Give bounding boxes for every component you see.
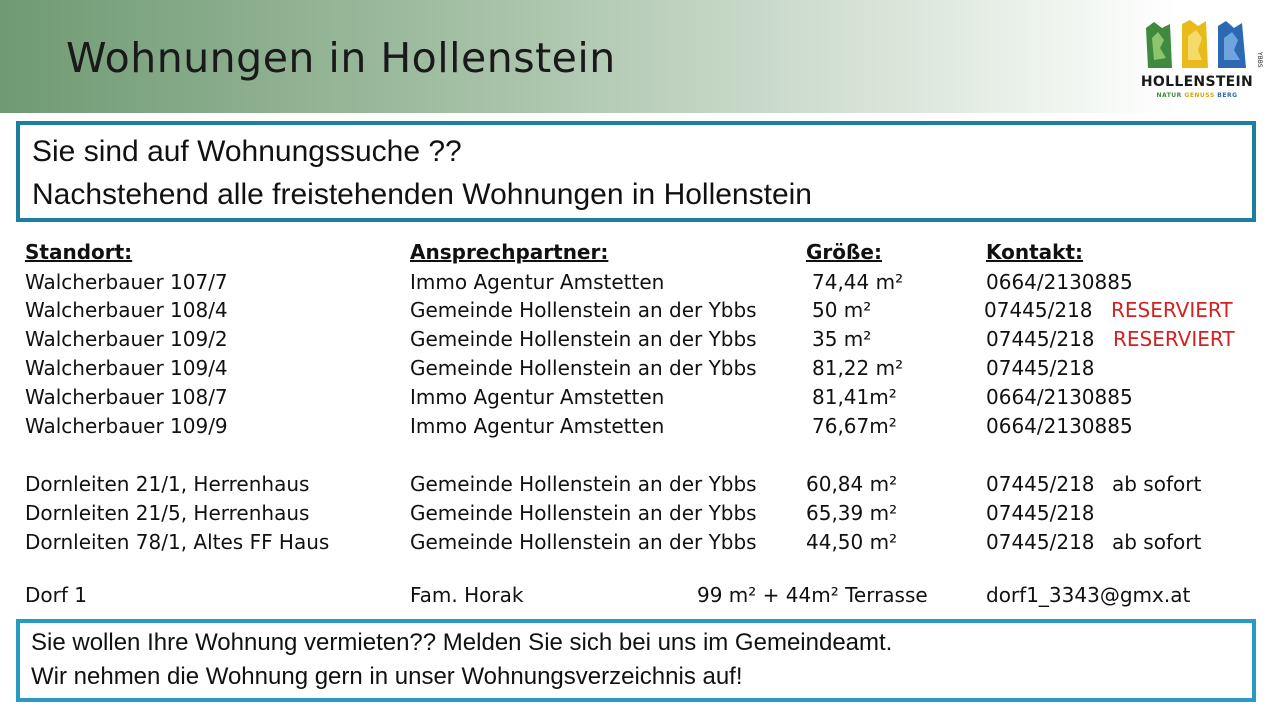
row-6-kontakt: 0664/2130885 — [986, 414, 1133, 438]
row-8-kontakt: 07445/218 — [986, 501, 1095, 525]
row-9-status: ab sofort — [1112, 530, 1202, 554]
row-3-ansprechpartner: Gemeinde Hollenstein an der Ybbs — [410, 327, 757, 351]
row-8-ansprechpartner: Gemeinde Hollenstein an der Ybbs — [410, 501, 757, 525]
logo-emblem-icon — [1126, 18, 1268, 74]
row-3-kontakt: 07445/218 — [986, 327, 1095, 351]
row-4-ansprechpartner: Gemeinde Hollenstein an der Ybbs — [410, 356, 757, 380]
header-kontakt: Kontakt: — [986, 240, 1084, 264]
row-9-standort: Dornleiten 78/1, Altes FF Haus — [25, 530, 330, 554]
header-ansprechpartner: Ansprechpartner: — [410, 240, 609, 264]
outro-line-1: Sie wollen Ihre Wohnung vermieten?? Melden Sie sich bei uns im Gemeindeamt. — [31, 629, 893, 656]
row-5-kontakt: 0664/2130885 — [986, 385, 1133, 409]
row-3-status: RESERVIERT — [1113, 327, 1235, 351]
intro-line-1: Sie sind auf Wohnungssuche ?? — [32, 135, 462, 168]
row-2-ansprechpartner: Gemeinde Hollenstein an der Ybbs — [410, 298, 757, 322]
row-6-groesse: 76,67m² — [812, 414, 897, 438]
logo-wordmark: HOLLENSTEIN — [1140, 74, 1254, 90]
row-1-standort: Walcherbauer 107/7 — [25, 270, 228, 294]
row-4-standort: Walcherbauer 109/4 — [25, 356, 228, 380]
row-5-groesse: 81,41m² — [812, 385, 897, 409]
row-2-status: RESERVIERT — [1111, 298, 1233, 322]
row-1-ansprechpartner: Immo Agentur Amstetten — [410, 270, 665, 294]
row-7-standort: Dornleiten 21/1, Herrenhaus — [25, 472, 310, 496]
row-10-ansprechpartner: Fam. Horak — [410, 583, 524, 607]
row-9-ansprechpartner: Gemeinde Hollenstein an der Ybbs — [410, 530, 757, 554]
row-3-standort: Walcherbauer 109/2 — [25, 327, 228, 351]
row-3-groesse: 35 m² — [812, 327, 872, 351]
row-7-kontakt: 07445/218 — [986, 472, 1095, 496]
slogan-berg: BERG — [1217, 92, 1238, 99]
row-8-groesse: 65,39 m² — [806, 501, 898, 525]
row-10-kontakt: dorf1_3343@gmx.at — [986, 583, 1191, 607]
row-10-groesse: 99 m² + 44m² Terrasse — [697, 583, 928, 607]
row-9-kontakt: 07445/218 — [986, 530, 1095, 554]
hollenstein-logo — [1126, 18, 1268, 108]
header-standort: Standort: — [25, 240, 133, 264]
row-6-standort: Walcherbauer 109/9 — [25, 414, 228, 438]
row-2-kontakt: 07445/218 — [984, 298, 1093, 322]
row-7-ansprechpartner: Gemeinde Hollenstein an der Ybbs — [410, 472, 757, 496]
row-7-groesse: 60,84 m² — [806, 472, 898, 496]
row-2-standort: Walcherbauer 108/4 — [25, 298, 228, 322]
row-4-kontakt: 07445/218 — [986, 356, 1095, 380]
intro-box — [16, 121, 1256, 222]
row-5-ansprechpartner: Immo Agentur Amstetten — [410, 385, 665, 409]
page-title: Wohnungen in Hollenstein — [66, 34, 616, 82]
intro-line-2: Nachstehend alle freistehenden Wohnungen in Hollenstein — [32, 178, 812, 211]
logo-slogan — [1126, 92, 1268, 99]
header-groesse: Größe: — [806, 240, 882, 264]
row-5-standort: Walcherbauer 108/7 — [25, 385, 228, 409]
row-10-standort: Dorf 1 — [25, 583, 87, 607]
row-1-kontakt: 0664/2130885 — [986, 270, 1133, 294]
row-4-groesse: 81,22 m² — [812, 356, 904, 380]
row-9-groesse: 44,50 m² — [806, 530, 898, 554]
slogan-genuss: GENUSS — [1184, 92, 1215, 99]
outro-line-2: Wir nehmen die Wohnung gern in unser Wohnungsverzeichnis auf! — [31, 663, 743, 690]
row-1-groesse: 74,44 m² — [812, 270, 904, 294]
row-7-status: ab sofort — [1112, 472, 1202, 496]
outro-box — [16, 619, 1256, 702]
logo-side-text: YBBS — [1256, 52, 1263, 68]
slogan-natur: NATUR — [1156, 92, 1182, 99]
row-6-ansprechpartner: Immo Agentur Amstetten — [410, 414, 665, 438]
row-8-standort: Dornleiten 21/5, Herrenhaus — [25, 501, 310, 525]
row-2-groesse: 50 m² — [812, 298, 872, 322]
